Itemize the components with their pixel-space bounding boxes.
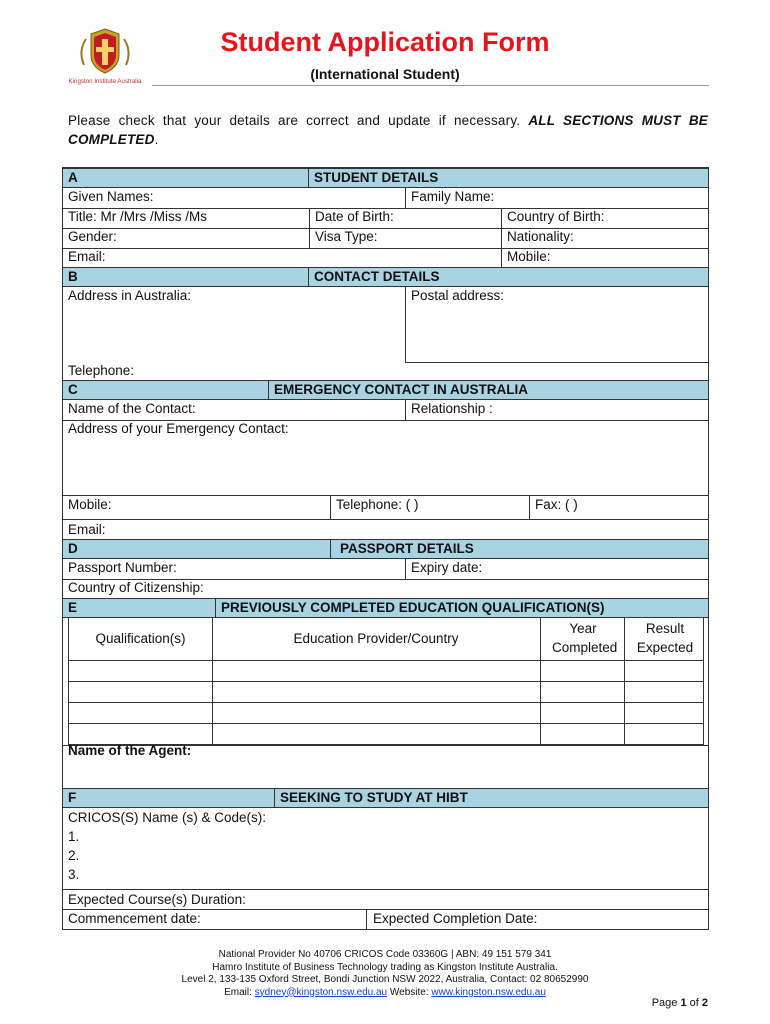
emergency-contact-name-field[interactable]: Name of the Contact: bbox=[68, 401, 196, 416]
page-number: Page 1 of 2 bbox=[651, 997, 708, 1009]
gender-field[interactable]: Gender: bbox=[68, 229, 117, 244]
email-field[interactable]: Email: bbox=[68, 249, 106, 264]
column-header-result: Result Expected bbox=[636, 621, 694, 655]
website-link[interactable]: www.kingston.nsw.edu.au bbox=[431, 986, 546, 998]
section-letter: C bbox=[68, 382, 78, 397]
footer-line: Level 2, 133-135 Oxford Street, Bondi Junction NSW 2022, Australia, Contact: 02 80652990 bbox=[181, 974, 589, 985]
emergency-fax-field[interactable]: Fax: ( ) bbox=[535, 497, 578, 512]
completion-date-field[interactable]: Expected Completion Date: bbox=[373, 911, 538, 926]
application-form bbox=[62, 167, 709, 930]
list-item[interactable]: 1. bbox=[68, 829, 80, 844]
section-letter: A bbox=[68, 170, 78, 185]
intro-emphasis: ALL SECTIONS MUST BE COMPLETED bbox=[68, 113, 708, 147]
title-divider bbox=[152, 85, 709, 86]
intro-text: Please check that your details are correct and update if necessary. ALL SECTIONS MUST BE COMPLETED. bbox=[68, 113, 708, 147]
divider bbox=[405, 559, 406, 579]
telephone-field[interactable]: Telephone: bbox=[68, 363, 135, 378]
emergency-address-field[interactable]: Address of your Emergency Contact: bbox=[68, 421, 289, 436]
dob-field[interactable]: Date of Birth: bbox=[315, 209, 394, 224]
citizenship-field[interactable]: Country of Citizenship: bbox=[68, 580, 204, 595]
section-letter: D bbox=[68, 541, 78, 556]
expiry-date-field[interactable]: Expiry date: bbox=[411, 560, 483, 575]
divider bbox=[405, 188, 406, 208]
divider bbox=[63, 248, 708, 249]
section-a-header bbox=[63, 168, 708, 188]
table-row[interactable] bbox=[69, 661, 703, 681]
postal-address-field[interactable]: Postal address: bbox=[411, 288, 505, 303]
list-item[interactable]: 3. bbox=[68, 867, 80, 882]
email-link[interactable]: sydney@kingston.nsw.edu.au bbox=[254, 986, 388, 998]
section-letter: B bbox=[68, 269, 78, 284]
section-b-header bbox=[63, 267, 708, 287]
section-title: PREVIOUSLY COMPLETED EDUCATION QUALIFICATION(S) bbox=[215, 599, 708, 617]
relationship-field[interactable]: Relationship : bbox=[411, 401, 493, 416]
given-names-field[interactable]: Given Names: bbox=[68, 189, 154, 204]
column-header-year: Year Completed bbox=[552, 621, 618, 655]
cricos-field[interactable]: CRICOS(S) Name (s) & Code(s): bbox=[68, 810, 267, 825]
column-header-provider: Education Provider/Country bbox=[293, 631, 459, 646]
course-duration-field[interactable]: Expected Course(s) Duration: bbox=[68, 892, 246, 907]
page-title: Student Application Form bbox=[220, 27, 550, 57]
divider bbox=[405, 400, 406, 420]
section-title: EMERGENCY CONTACT IN AUSTRALIA bbox=[268, 381, 708, 399]
nationality-field[interactable]: Nationality: bbox=[507, 229, 574, 244]
address-australia-field[interactable]: Address in Australia: bbox=[68, 288, 192, 303]
footer-line: Hamro Institute of Business Technology trading as Kingston Institute Australia. bbox=[212, 961, 558, 973]
section-title: STUDENT DETAILS bbox=[308, 169, 708, 187]
divider bbox=[405, 362, 708, 363]
country-of-birth-field[interactable]: Country of Birth: bbox=[507, 209, 605, 224]
mobile-field[interactable]: Mobile: bbox=[507, 249, 551, 264]
column-header-qualification: Qualification(s) bbox=[95, 631, 186, 646]
list-item[interactable]: 2. bbox=[68, 848, 80, 863]
divider bbox=[330, 495, 331, 519]
passport-number-field[interactable]: Passport Number: bbox=[68, 560, 177, 575]
table-row[interactable] bbox=[69, 682, 703, 702]
title-field[interactable]: Title: Mr /Mrs /Miss /Ms bbox=[68, 209, 207, 224]
section-letter: E bbox=[68, 600, 78, 615]
section-title: PASSPORT DETAILS bbox=[330, 540, 708, 558]
section-title: SEEKING TO STUDY AT HIBT bbox=[274, 789, 708, 807]
visa-type-field[interactable]: Visa Type: bbox=[315, 229, 378, 244]
footer-line: National Provider No 40706 CRICOS Code 03360G | ABN: 49 151 579 341 bbox=[218, 949, 552, 960]
qualifications-table bbox=[68, 618, 704, 745]
divider bbox=[405, 287, 406, 362]
section-c-header bbox=[63, 380, 708, 400]
table-row[interactable] bbox=[69, 703, 703, 723]
logo-caption: Kingston Institute Australia bbox=[68, 78, 142, 85]
family-name-field[interactable]: Family Name: bbox=[411, 189, 495, 204]
section-title: CONTACT DETAILS bbox=[308, 268, 708, 286]
page-subtitle: (International Student) bbox=[310, 66, 460, 82]
commencement-date-field[interactable]: Commencement date: bbox=[68, 911, 201, 926]
table-row[interactable] bbox=[69, 724, 703, 744]
footer-line: Email: sydney@kingston.nsw.edu.au Website: www.kingston.nsw.edu.au bbox=[224, 986, 546, 998]
emergency-mobile-field[interactable]: Mobile: bbox=[68, 497, 112, 512]
section-d-header bbox=[63, 539, 708, 559]
section-f-header bbox=[63, 788, 708, 808]
divider bbox=[63, 228, 708, 229]
divider bbox=[529, 495, 530, 519]
section-e-header bbox=[63, 598, 708, 618]
footer bbox=[0, 949, 770, 999]
divider bbox=[63, 889, 708, 890]
emergency-telephone-field[interactable]: Telephone: ( ) bbox=[336, 497, 419, 512]
divider bbox=[501, 208, 502, 267]
divider bbox=[366, 909, 367, 929]
agent-name-field[interactable]: Name of the Agent: bbox=[68, 743, 192, 758]
section-letter: F bbox=[68, 790, 77, 805]
emergency-email-field[interactable]: Email: bbox=[68, 522, 106, 537]
divider bbox=[63, 519, 708, 520]
